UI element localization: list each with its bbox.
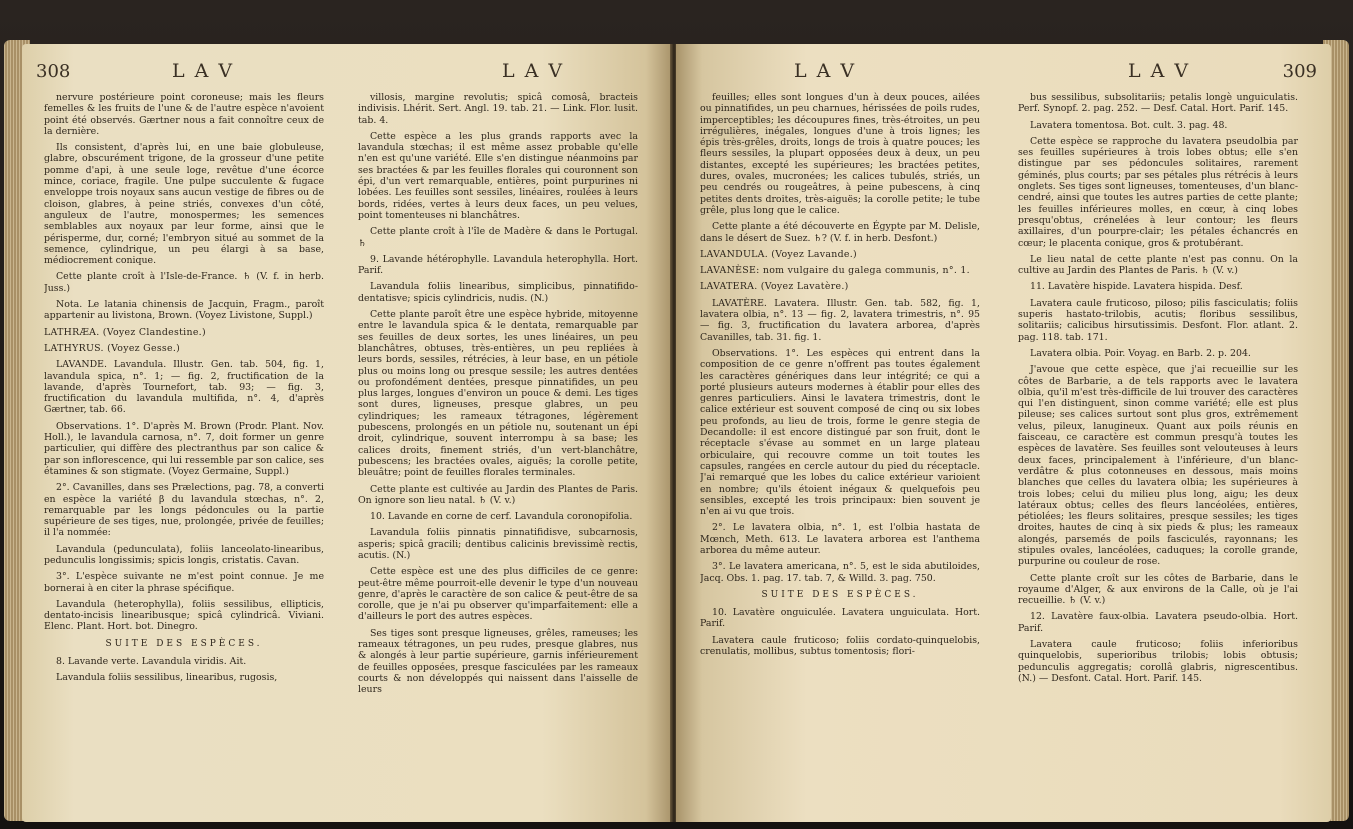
paragraph: Cette plante est cultivée au Jardin des Plantes de Paris. On ignore son lieu natal. ♄ (V. v.)	[358, 483, 638, 506]
paragraph: Cette espèce est une des plus difficiles de ce genre: peut-être même pourroit-elle devenir le type d'un nouveau genre, d'après le caractère de son calice & peut-être de sa corolle, que je n'ai pu observer qu'imparfaitement: elle a d'ailleurs le port des autres espèces.	[358, 566, 638, 623]
paragraph: Cette plante a été découverte en Égypte par M. Delisle, dans le désert de Suez. ♄? (V. f. in herb. Desfont.)	[700, 221, 980, 244]
paragraph: Lavandula foliis pinnatis pinnatifidisve, subcarnosis, asperis; spicâ gracili; dentibus calicinis brevissimè rectis, acutis. (N.)	[358, 527, 638, 561]
entry-heading: LATHRÆA. (Voyez Clandestine.)	[44, 326, 206, 338]
paragraph: LAVANDE. Lavandula. Illustr. Gen. tab. 504, fig. 1, lavandula spica, n°. 1; — fig. 2, fructification de la lavande, d'après Tournefort, tab. 93; — fig. 3, fructification du lavandula multifida, n°. 4, d'après Gærtner, tab. 66.	[44, 359, 324, 416]
paragraph: J'avoue que cette espèce, que j'ai recueillie sur les côtes de Barbarie, a de tels rapports avec le lavatera olbia, qu'il m'est très-difficile de lui trouver des caractères qui l'en distinguent, sinon comme variété; elle est plus pileuse; ses calices surtout sont plus gros, extrêmement velus, pileux, lanugineux. Quant aux poils réunis en faisceau, ce caractère est commun presqu'à toutes les espèces de lavatère. Ses feuilles sont velouteuses à leurs deux faces, principalement à l'inférieure, d'un blanc-verdâtre & plus cotonneuses en dessous, mais moins blanches que celles du lavatera olbia; les supérieures à trois lobes; celui du milieu plus long, aigu; les deux latéraux obtus; celles des fleurs lancéolées, entières, pétiolées; les fleurs solitaires, presque sessiles; les tiges droites, hautes de cinq à six pieds & plus; les rameaux alongés, parsemés de poils fasciculés, rayonnans; les stipules ovales, lancéolées, caduques; la corolle grande, purpurine ou couleur de rose.	[1018, 364, 1298, 568]
paragraph: Lavatera caule fruticoso, piloso; pilis fasciculatis; foliis superis hastato-trilobis, acutis; floribus sessilibus, solitariis; calicibus hirsutissimis. Desfont. Flor. atlant. 2. pag. 118. tab. 171.	[1018, 297, 1298, 343]
paragraph: 3°. Le lavatera americana, n°. 5, est le sida abutiloides, Jacq. Obs. 1. pag. 17. tab. 7, & Willd. 3. pag. 750.	[700, 561, 980, 584]
paragraph: Lavandula (pedunculata), foliis lanceolato-linearibus, pedunculis longissimis; spicis longis, cristatis. Cavan.	[44, 543, 324, 566]
paragraph: Cette espèce se rapproche du lavatera pseudolbia par ses feuilles supérieures à trois lobes obtus; elle s'en distingue par ses pédoncules solitaires, rarement géminés, plus courts; par ses pétales plus rétrécis à leurs onglets. Ses tiges sont ligneuses, tomenteuses, d'un blanc-cendré, ainsi que toutes les autres parties de cette plante; les feuilles inférieures molles, en cœur, à cinq lobes presqu'obtus, crénelées à leur contour; les fleurs axillaires, d'un pourpre-clair; les pétales échancrés en cœur; le placenta conique, gros & protubérant.	[1018, 135, 1298, 249]
paragraph: 3°. L'espèce suivante ne m'est point connue. Je me bornerai à en citer la phrase spécifique.	[44, 571, 324, 594]
paragraph: Cette plante paroît être une espèce hybride, mitoyenne entre le lavandula spica & le dentata, remarquable par ses feuilles de deux sortes, les unes linéaires, un peu blanchâtres, obtuses, très-entières, un peu repliées à leurs bords, sessiles, rétrécies, à leur base, en un pétiole plus ou moins long ou presque sessile; les autres dentées ou profondément dentées, presque pinnatifides, un peu plus larges, longues d'environ un pouce & demi. Les tiges sont dures, ligneuses, presque glabres, un peu cylindriques; les rameaux tétragones, légèrement pubescens, prolongés en un pétiole nu, soutenant un épi droit, cylindrique, souvent interrompu à sa base; les calices droits, finement striés, d'un vert-blanchâtre, pubescens; les bractées ovales, aiguës; la corolle petite, bleuâtre; point de feuilles florales terminales.	[358, 309, 638, 479]
text-column	[700, 92, 980, 814]
paragraph: Cette plante croît à l'Isle-de-France. ♄ (V. f. in herb. Juss.)	[44, 271, 324, 294]
paragraph: Cette plante croît sur les côtes de Barbarie, dans le royaume d'Alger, & aux environs de la Calle, où je l'ai recueillie. ♄ (V. v.)	[1018, 572, 1298, 607]
section-heading: SUITE DES ESPÈCES.	[761, 589, 919, 600]
page-number: 309	[1282, 61, 1317, 82]
paragraph: nervure postérieure point coroneuse; mais les fleurs femelles & les fruits de l'une & de l'autre espèce n'avoient point été observés. Gærtner nous a fait connoître ceux de la dernière.	[44, 92, 324, 137]
paragraph: 2°. Le lavatera olbia, n°. 1, est l'olbia hastata de Mœnch, Meth. 613. Le lavatera arborea est l'anthema arborea du même auteur.	[700, 522, 980, 556]
paragraph: Le lieu natal de cette plante n'est pas connu. On la cultive au Jardin des Plantes de Paris. ♄ (V. v.)	[1018, 253, 1298, 277]
paragraph: Lavatera caule fruticoso; foliis cordato-quinquelobis, crenulatis, mollibus, subtus tomentosis; flori-	[700, 634, 980, 658]
paragraph: Lavandula foliis sessilibus, linearibus, rugosis,	[56, 672, 278, 684]
paragraph: Observations. 1°. Les espèces qui entrent dans la composition de ce genre n'offrent pas toutes également les caractères génériques dans leur intégrité; ce qui a porté plusieurs auteurs modernes à établir pour elles des genres particuliers. Ainsi le lavatera trimestris, dont le calice extérieur est souvent composé de cinq ou six lobes peu profonds, au lieu de trois, forme le genre stegia de Decandolle: il est encore distingué par son fruit, dont le réceptacle s'évase au sommet en un large plateau orbiculaire, qui recouvre comme un toit toutes les capsules, rangées en cercle autour du pied du réceptacle. J'ai remarqué que les lobes du calice extérieur varioient en nombre; qu'ils étoient inégaux & quelquefois peu sensibles, excepté les trois principaux: bien souvent je n'en ai vu que trois.	[700, 347, 980, 518]
right-page	[676, 44, 1331, 822]
paragraph: 10. Lavande en corne de cerf. Lavandula coronopifolia.	[370, 511, 633, 523]
paragraph: Cette plante croît à l'île de Madère & dans le Portugal. ♄	[358, 226, 638, 249]
paragraph: Nota. Le lataniа chinensis de Jacquin, Fragm., paroît appartenir au livistona, Brown. (Voyez Livistone, Suppl.)	[44, 299, 324, 322]
text-column	[358, 92, 638, 814]
section-heading: SUITE DES ESPÈCES.	[105, 638, 263, 649]
paragraph: Lavandula (heterophylla), foliis sessilibus, ellipticis, dentato-incisis linearibusque; spicâ cylindricâ. Viviani. Elenc. Plant. Hort. bot. Dinegro.	[44, 598, 324, 633]
paragraph: 8. Lavande verte. Lavandula viridis. Ait.	[56, 656, 247, 668]
paragraph: feuilles; elles sont longues d'un à deux pouces, ailées ou pinnatifides, un peu charnues, hérissées de poils rudes, imperceptibles; les découpures fines, très-étroites, un peu irrégulières, inégales, longues d'une à trois lignes; les épis très-grêles, droits, longs de trois à quatre pouces; les fleurs sessiles, la plupart opposées deux à deux, un peu distantes, excepté les supérieures; les bractées petites, dures, ovales, mucronées; les calices tubulés, striés, un peu cendrés ou rougeâtres, à peine pubescens, à cinq petites dents droites, très-aiguës; la corolle petite; le tube grêle, plus long que le calice.	[700, 92, 980, 216]
paragraph: Ils consistent, d'après lui, en une baie globuleuse, glabre, obscurément trigone, de la grosseur d'une petite pomme d'api, à une seule loge, revêtue d'une écorce mince, coriace, fragile. Une pulpe succulente & fugace enveloppe trois noyaux sans aucun vestige de fibres ou de cloison, glabres, à peine striés, convexes d'un côté, anguleux de l'autre, monospermes; les semences semblables aux noyaux par leur forme, ainsi que le périsperme, dur, corné; l'embryon situé au sommet de la semence, cylindrique, un peu élargi à sa base, médiocrement conique.	[44, 142, 324, 267]
paragraph: Lavatera caule fruticoso; foliis inferioribus quinquelobis, superioribus trilobis; lobis obtusis; pedunculis aggregatis; corollâ glabris, nigrescentibus. (N.) — Desfont. Catal. Hort. Parif. 145.	[1018, 639, 1298, 684]
paragraph: bus sessilibus, subsolitariis; petalis longè unguiculatis. Perf. Synopf. 2. pag. 252. — Desf. Catal. Hort. Parif. 145.	[1018, 92, 1298, 115]
left-page	[22, 44, 672, 822]
entry-heading: LAVATERA. (Voyez Lavatère.)	[700, 281, 849, 293]
entry-heading: LAVANÈSE: nom vulgaire du galega communis, n°. 1.	[700, 265, 970, 277]
entry-heading: LAVANDULA. (Voyez Lavande.)	[700, 248, 858, 260]
running-header: L A V	[794, 60, 857, 82]
paragraph: Observations. 1°. D'après M. Brown (Prodr. Plant. Nov. Holl.), le lavandula carnosa, n°. 7, doit former un genre particulier, qui diffère des plectranthus par son calice & par son inflorescence, qui lui ressemble par son calice, ses étamines & son stigmate. (Voyez Germaine, Suppl.)	[44, 420, 324, 477]
page-number: 308	[36, 61, 71, 82]
running-header: L A V	[502, 60, 565, 82]
text-column	[44, 92, 324, 814]
text-column	[1018, 92, 1298, 814]
paragraph: Lavatera olbia. Poir. Voyag. en Barb. 2. p. 204.	[1030, 347, 1251, 359]
paragraph: 9. Lavande hétérophylle. Lavandula heterophylla. Hort. Parif.	[358, 253, 638, 277]
running-header: L A V	[172, 60, 235, 82]
paragraph: Ses tiges sont presque ligneuses, grêles, rameuses; les rameaux tétragones, un peu rudes, presque glabres, nus & alongés à leur partie supérieure, garnis inférieurement de feuilles opposées, presque fasciculées par les rameaux courts & non développés qui naissent dans l'aisselle de leurs	[358, 627, 638, 696]
paragraph: 10. Lavatère onguiculée. Lavatera unguiculata. Hort. Parif.	[700, 607, 980, 630]
paragraph: 11. Lavatère hispide. Lavatera hispida. Desf.	[1030, 281, 1243, 293]
paragraph: Lavandula foliis linearibus, simplicibus, pinnatifido-dentatisve; spicis cylindricis, nudis. (N.)	[358, 281, 638, 304]
paragraph: LAVATÈRE. Lavatera. Illustr. Gen. tab. 582, fig. 1, lavatera olbia, n°. 13 — fig. 2, lavatera trimestris, n°. 95 — fig. 3, fructification du lavatera arborea, d'après Cavanilles, tab. 31. fig. 1.	[700, 297, 980, 343]
paragraph: Lavatera tomentosa. Bot. cult. 3. pag. 48.	[1030, 119, 1228, 131]
running-header: L A V	[1128, 60, 1191, 82]
paragraph: 12. Lavatère faux-olbia. Lavatera pseudo-olbia. Hort. Parif.	[1018, 611, 1298, 634]
paragraph: 2°. Cavanilles, dans ses Prælections, pag. 78, a converti en espèce la variété β du lavandula stœchas, n°. 2, remarquable par les longs pédoncules ou la partie supérieure de ses tiges, nue, prolongée, privée de feuilles; il l'a nommée:	[44, 482, 324, 539]
paragraph: villosis, margine revolutis; spicâ comosâ, bracteis indivisis. Lhérit. Sert. Angl. 19. tab. 21. — Link. Flor. lusit. tab. 4.	[358, 92, 638, 126]
entry-heading: LATHYRUS. (Voyez Gesse.)	[44, 342, 181, 354]
paragraph: Cette espèce a les plus grands rapports avec la lavandula stœchas; il est même assez probable qu'elle n'en est qu'une variété. Elle s'en distingue néanmoins par ses bractées & par les feuilles florales qui couronnent son épi, d'un vert remarquable, entières, point purpurines ni lobées. Les feuilles sont sessiles, linéaires, roulées à leurs bords, ridées, vertes à leurs deux faces, un peu velues, point tomenteuses ni blanchâtres.	[358, 130, 638, 221]
